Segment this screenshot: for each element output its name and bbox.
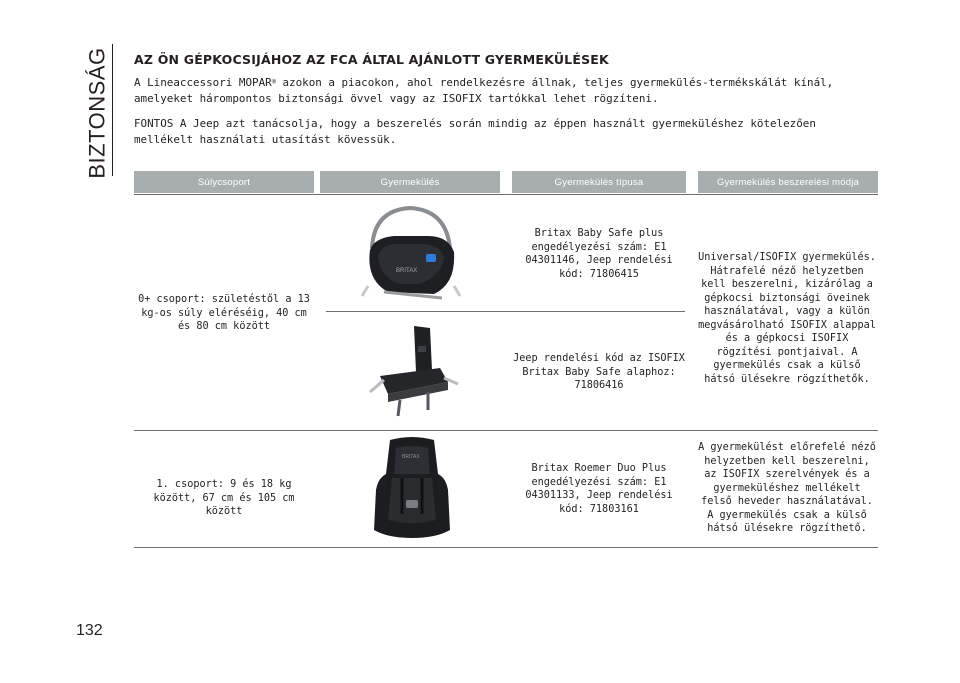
column-header-installation: Gyermekülés beszerelési módja bbox=[698, 171, 878, 193]
row2-installation: A gyermekülést előrefelé néző helyzetben kell beszerelni, az ISOFIX szerelvények és a gyermeküléshez mellékelt felső heveder használatával. A gyermekülés csak a külső hátsó ülésekre rögzíthető. bbox=[698, 442, 876, 534]
row-divider bbox=[134, 430, 878, 431]
registered-mark: ® bbox=[271, 78, 276, 86]
svg-text:BRITAX: BRITAX bbox=[402, 454, 420, 460]
section-heading: AZ ÖN GÉPKOCSIJÁHOZ AZ FCA ÁLTAL AJÁNLOTT GYERMEKÜLÉSEK bbox=[134, 52, 609, 67]
important-paragraph: FONTOS A Jeep azt tanácsolja, hogy a beszerelés során mindig az éppen használt gyermeküléshez kötelezően mellékelt használati utasítást kövessük. bbox=[134, 116, 816, 147]
section-title-text: BIZTONSÁG bbox=[85, 47, 111, 179]
column-header-child-seat: Gyermekülés bbox=[320, 171, 500, 193]
row2-seat-type: Britax Roemer Duo Plus engedélyezési szám: E1 04301133, Jeep rendelési kód: 71803161 bbox=[525, 463, 673, 515]
row1-inner-rule bbox=[326, 311, 685, 312]
forward-facing-seat-image bbox=[366, 434, 458, 544]
column-header-seat-type: Gyermekülés típusa bbox=[512, 171, 686, 193]
table-header bbox=[134, 171, 878, 193]
table-top-rule bbox=[134, 194, 878, 195]
column-header-weight-group: Súlycsoport bbox=[134, 171, 314, 193]
table-bottom-rule bbox=[134, 547, 878, 548]
infant-carrier-seat-image bbox=[358, 200, 464, 306]
sidebar-divider bbox=[112, 44, 113, 176]
intro-text-part1: A Lineaccessori MOPAR bbox=[134, 76, 272, 89]
svg-text:BRITAX: BRITAX bbox=[396, 268, 418, 274]
intro-paragraph bbox=[134, 75, 878, 108]
isofix-base-image bbox=[362, 320, 462, 420]
page-number: 132 bbox=[76, 622, 103, 639]
row1-seat2-type: Jeep rendelési kód az ISOFIX Britax Baby Safe alaphoz: 71806416 bbox=[513, 353, 685, 391]
row1-installation: Universal/ISOFIX gyermekülés. Hátrafelé néző helyzetben kell beszerelni, kizárólag a gépkocsi biztonsági öveinek használatával, vagy a külön megvásárolható ISOFIX alappal és a gépkocsi ISOFIX rögzítési pontjaival. A gyermekülés csak a külső hátsó ülésekre rögzíthetők. bbox=[698, 252, 876, 385]
intro-text-part2: azokon a piacokon, ahol rendelkezésre állnak, teljes gyermekülés-termékskálát kínál, amelyeket hárompontos biztonsági övvel vagy az ISOFIX tartókkal lehet rögzíteni. bbox=[134, 76, 834, 106]
row2-weight-group: 1. csoport: 9 és 18 kg között, 67 cm és 105 cm között bbox=[153, 479, 295, 517]
row1-weight-group: 0+ csoport: születéstől a 13 kg-os súly eléréséig, 40 cm és 80 cm között bbox=[138, 294, 310, 332]
row1-seat1-type: Britax Baby Safe plus engedélyezési szám: E1 04301146, Jeep rendelési kód: 71806415 bbox=[525, 228, 673, 280]
main-content bbox=[134, 52, 878, 157]
